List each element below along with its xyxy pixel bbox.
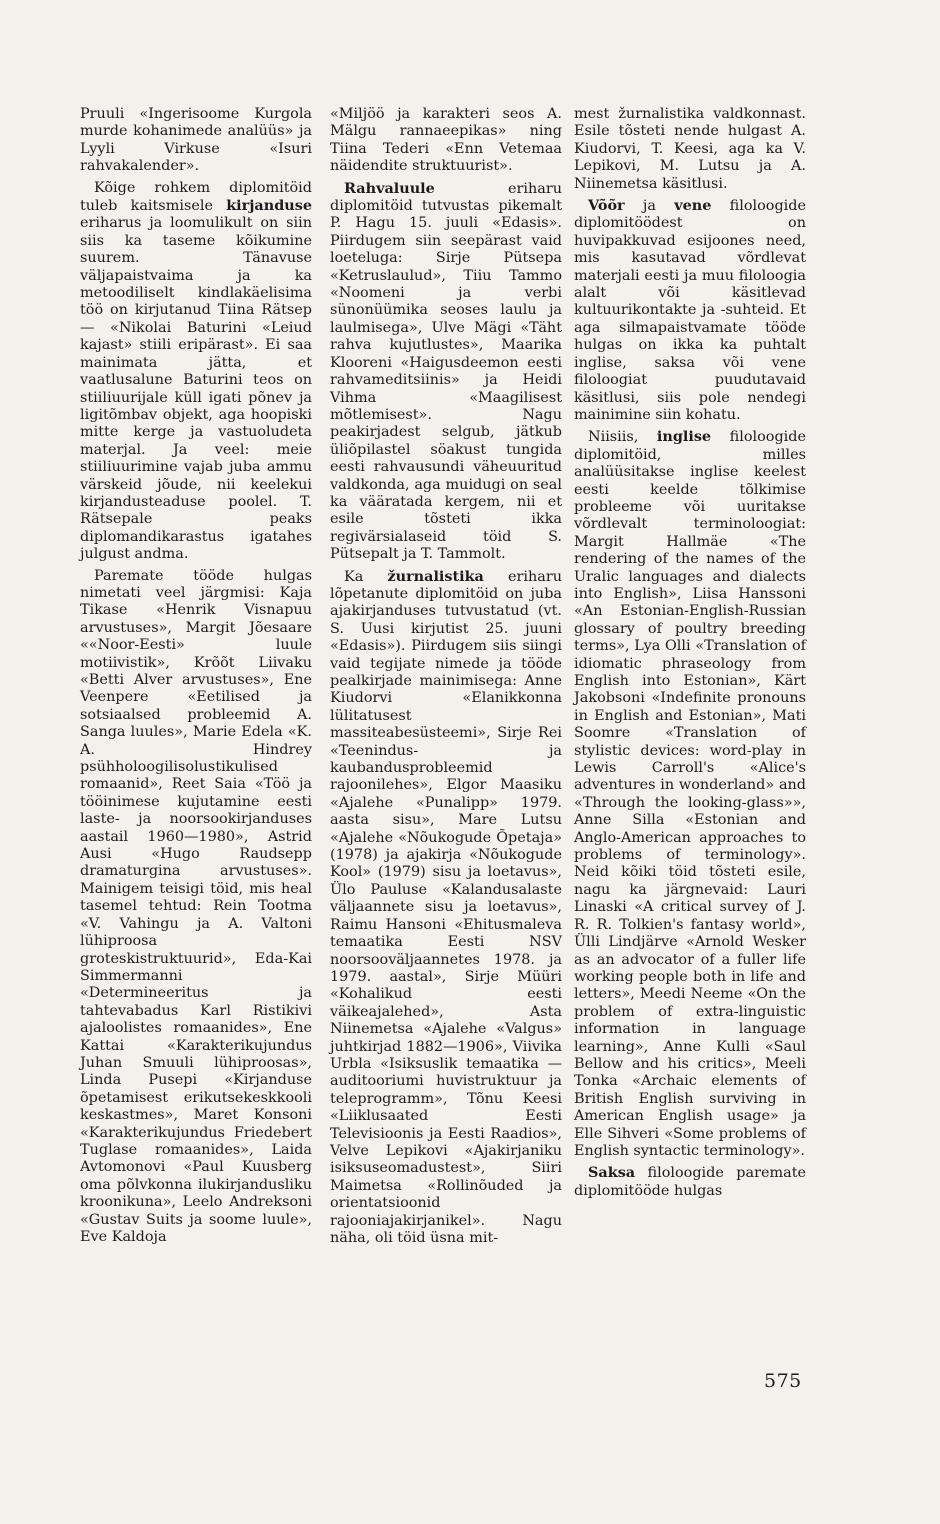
bold-term: Saksa xyxy=(588,1164,636,1182)
bold-term: Rahvaluule xyxy=(344,179,435,197)
text-run: eriharu lõpetanute diplomitöid on juba ajakirjanduses tutvustatud (vt. S. Uusi kirjutist 25. juuni «Edasis»). Piirdugem siis siingi vaid tegijate nimede ja tööde pealkirjade mainimisega: Anne Kiudorvi «Elanikkonna lülitatusest massiteabesüsteemi», Sirje Rei «Teenindus- ja kaubandusprobleemid rajoonilehes», Elgor Maasiku «Ajalehe «Punalipp» 1979. aasta sisu», Mare Lutsu «Ajalehe «Nõukogude Õpetaja» (1978) ja ajakirja «Nõukogude Kool» (1979) sisu ja loetavus», Ülo Pauluse «Kalandusalaste väljaannete sisu ja loetavus», Raimu Hansoni «Ehitusmaleva temaatika Eesti NSV noorsooväljaannetes 1978. ja 1979. aastal», Sirje Müüri «Kohalikud eesti väikeajalehed», Asta Niinemetsa «Ajalehe «Valgus» juhtkirjad 1882—1906», Viivika Urbla «Isiksuslik temaatika — auditooriumi huvistruktuur ja teleprogramm», Tõnu Keesi «Liiklusaated Eesti Televisioonis ja Eesti Raadios», Velve Lepikovi «Ajakirjaniku isiksuseomadustest», Siiri Maimetsa «Rollinõuded ja orientatsioonid rajooniajakirjanikel». Nagu näha, oli töid üsna mit- xyxy=(330,568,562,1246)
text-run: filoloogide diplomitöid, milles analüüsitakse inglise keelest eesti keelde tõlkimise probleeme või uuritakse võrdlevalt terminoloogiat: Margit Hallmäe «The rendering of the names of the Uralic languages and dialects into English», Liisa Hanssoni «An Estonian-English-Russian glossary of poultry breeding terms», Lya Olli «Translation of idiomatic phraseology from English into Estonian», Kärt Jakobsoni «Indefinite pronouns in English and Estonian», Mati Soomre «Translation of stylistic devices: word-play in Lewis Carroll's «Alice's adventures in wonderland» and «Through the looking-glass»», Anne Silla «Estonian and Anglo-American approaches to problems of terminology». Neid kõiki töid tõsteti esile, nagu ka järgnevaid: Lauri Linaski «A critical survey of J. R. R. Tolkien's fantasy world», Ülli Lindjärve «Arnold Wesker as an advocator of a fuller life working people both in life and letters», Meedi Neeme «On the problem of extra-linguistic information in language learning», Anne Kulli «Saul Bellow and his critics», Meeli Tonka «Archaic elements of British English surviving in American English usage» ja Elle Sihveri «Some problems of English syntactic terminology». xyxy=(574,429,806,1159)
text-run: Niisiis, xyxy=(588,429,657,446)
paragraph xyxy=(330,180,562,564)
bold-term: kirjanduse xyxy=(226,197,312,215)
bold-term: žurnalistika xyxy=(387,567,484,585)
text-run: «Miljöö ja karakteri seos A. Mälgu rannaeepikas» ning Tiina Tederi «Enn Vetemaa näidendite struktuurist». xyxy=(330,106,562,175)
text-run: eriharu diplomitöid tutvustas pikemalt P. Hagu 15. juuli «Edasis». Piirdugem siin seepärast vaid loeteluga: Sirje Pütsepa «Ketruslaulud», Tiiu Tammo «Noomeni ja verbi sünonüümika seoses laulu ja laulmisega», Ulve Mägi «Täht rahva kujutlustes», Maarika Klooreni «Haigusdeemon eesti rahvameditsiinis» ja Heidi Vihma «Maagilisest mõtlemisest». Nagu peakirjadest selgub, jätkub üliõpilastel söakust tungida eesti rahvausundi väheuuritud valdkonda, aga muidugi on seal ka vääratada kergem, nii et esile tõsteti ikka regivärsialaseid töid S. Pütsepalt ja T. Tammolt. xyxy=(330,180,562,563)
paragraph xyxy=(574,197,806,424)
text-column-1 xyxy=(80,106,312,1246)
paragraph xyxy=(80,568,312,1247)
text-run: Kõige rohkem diplomitöid tuleb kaitsmisele xyxy=(80,179,312,215)
text-run: ja xyxy=(624,198,675,215)
text-column-3 xyxy=(574,106,806,1200)
text-run: filoloogide diplomitöödest on huvipakkuvad esijoones need, mis kasutavad võrdlevat materjali eesti ja muu filoloogia alalt või käsitlevad kultuurikontakte ja -suhteid. Et aga silmapaistvamate tööde hulgas on ikka ka puhtalt inglise, saksa või vene filoloogiat puudutavaid käsitlusi, siis pole nendegi mainimine siin kohatu. xyxy=(574,198,806,423)
text-run: Ka xyxy=(344,568,388,585)
page-number: 575 xyxy=(764,1370,802,1392)
text-run: Pruuli «Ingerisoome Kurgola murde kohanimede analüüs» ja Lyyli Virkuse «Isuri rahvakalender». xyxy=(80,106,312,175)
text-run: eriharus ja loomulikult on siin siis ka taseme kõikumine suurem. Tänavuse väljapaistvaima ja ka metoodiliselt kindlakäelisima töö on kirjutanud Tiina Rätsep — «Nikolai Baturini «Leiud kajast» stiili eripärast». Ei saa mainimata jätta, et vaatlusalune Baturini teos on stiiliuurijale küll igati põnev ja ligitõmbav objekt, aga hoopiski mitte kerge ja vastuoludeta materjal. Ja veel: meie stiiliuurimine vajab juba ammu värskeid jõude, nii keelekui kirjandusteaduse poolel. T. Rätsepale peaks diplomandikarastus igatahes julgust andma. xyxy=(80,215,312,563)
paragraph xyxy=(80,106,312,176)
bold-term: inglise xyxy=(656,428,712,446)
paragraph xyxy=(574,428,806,1160)
bold-term: Võõr xyxy=(588,197,625,215)
text-run: Paremate tööde hulgas nimetati veel järgmisi: Kaja Tikase «Henrik Visnapuu arvustuses», Margit Jõesaare ««Noor-Eesti» luule motiivistik», Krõõt Liivaku «Betti Alver arvustuses», Ene Veenpere «Eetilised ja sotsiaalsed probleemid A. Sanga luules», Marie Edela «K. A. Hindrey psühholoogilisolustikulised romaanid», Reet Saia «Töö ja tööinimese kujutamine eesti laste- ja noorsookirjanduses aastail 1960—1980», Astrid Ausi «Hugo Raudsepp dramaturgina arvustuses». Mainigem teisigi töid, mis heal tasemel tehtud: Rein Tootma «V. Vahingu ja A. Valtoni lühiproosa groteskistruktuurid», Eda-Kai Simmermanni «Determineeritus ja tahtevabadus Karl Ristikivi ajaloolistes romaanides», Ene Kattai «Karakterikujundus Juhan Smuuli lühiproosas», Linda Pusepi «Kirjanduse õpetamisest erikutsekeskkooli keskastmes», Maret Konsoni «Karakterikujundus Friedebert Tuglase romaanides», Laida Avtomonovi «Paul Kuusberg oma põlvkonna ilukirjandusliku kroonikuna», Leelo Andreksoni «Gustav Suits ja soome luule», Eve Kaldoja xyxy=(80,567,312,1245)
text-run: filoloogide paremate diplomitööde hulgas xyxy=(574,1165,806,1199)
paragraph xyxy=(80,180,312,564)
paragraph xyxy=(574,1164,806,1200)
text-run: mest žurnalistika valdkonnast. Esile tõsteti nende hulgast A. Kiudorvi, T. Keesi, aga ka V. Lepikovi, M. Lutsu ja A. Niinemetsa käsitlusi. xyxy=(574,106,806,192)
paragraph xyxy=(574,106,806,193)
paragraph xyxy=(330,568,562,1248)
text-column-2 xyxy=(330,106,562,1247)
bold-term: vene xyxy=(674,197,712,215)
paragraph xyxy=(330,106,562,176)
